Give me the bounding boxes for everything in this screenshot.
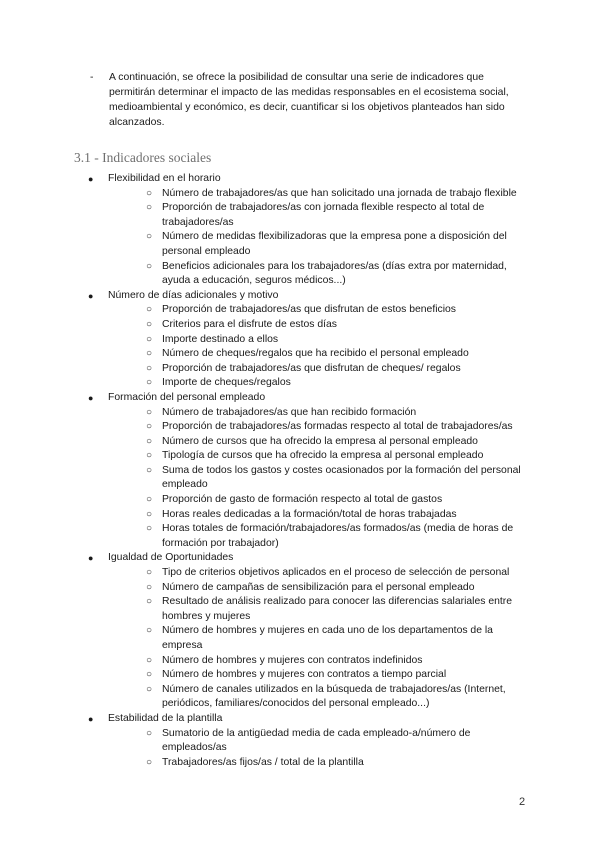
intro-text: A continuación, se ofrece la posibilidad de consultar una serie de indicadores que permitirán determinar el impacto de las medidas responsables en el ecosistema social, medioambiental y económico, es decir, cuantificar si los objetivos planteados han sido alcanzados. [109,72,509,128]
circle-bullet-icon: ○ [146,508,153,520]
list-item: ○ Tipología de cursos que ha ofrecido la empresa al personal empleado [146,449,528,464]
indicator-section [88,712,528,770]
list-item: ○ Número de hombres y mujeres con contratos indefinidos [146,654,528,669]
circle-bullet-icon: ○ [146,567,153,579]
dash-bullet: - [90,72,94,83]
circle-bullet-icon: ○ [146,669,153,681]
list-item: ○ Proporción de trabajadores/as que disfrutan de estos beneficios [146,303,528,318]
circle-bullet-icon: ○ [146,202,153,214]
circle-bullet-icon: ○ [146,406,153,418]
circle-bullet-icon: ○ [146,231,153,243]
circle-bullet-icon: ○ [146,727,153,739]
section-title: Igualdad de Oportunidades [108,552,234,564]
list-item: ○ Proporción de trabajadores/as con jornada flexible respecto al total de trabajadores/as [146,201,528,230]
indicator-section [88,551,528,712]
list-item: ○ Trabajadores/as fijos/as / total de la plantilla [146,756,528,771]
section-heading: 3.1 - Indicadores sociales [74,150,212,165]
section-title: Flexibilidad en el horario [108,173,221,184]
circle-bullet-icon: ○ [146,377,153,389]
circle-bullet-icon: ○ [146,523,153,535]
circle-bullet-icon: ○ [146,318,153,330]
filled-bullet-icon: ● [88,392,94,403]
circle-bullet-icon: ○ [146,362,153,374]
filled-bullet-icon: ● [88,553,94,564]
circle-bullet-icon: ○ [146,625,153,637]
circle-bullet-icon: ○ [146,260,153,272]
circle-bullet-icon: ○ [146,435,153,447]
list-item: ○ Número de hombres y mujeres con contratos a tiempo parcial [146,668,528,683]
section-title: Número de días adicionales y motivo [108,289,279,301]
list-item: ○ Horas totales de formación/trabajadores/as formados/as (media de horas de formación por trabajador) [146,522,528,551]
filled-bullet-icon: ● [88,713,94,724]
section-title: Estabilidad de la plantilla [108,712,223,724]
circle-bullet-icon: ○ [146,450,153,462]
circle-bullet-icon: ○ [146,187,153,199]
circle-bullet-icon: ○ [146,596,153,608]
list-item: ○ Número de cursos que ha ofrecido la empresa al personal empleado [146,435,528,450]
list-item: ○ Importe destinado a ellos [146,333,528,348]
list-item: ○ Beneficios adicionales para los trabajadores/as (días extra por maternidad, ayuda a educación, seguros médicos...) [146,260,528,289]
circle-bullet-icon: ○ [146,348,153,360]
circle-bullet-icon: ○ [146,464,153,476]
list-item: ○ Sumatorio de la antigüedad media de cada empleado-a/número de empleados/as [146,727,528,756]
filled-bullet-icon: ● [88,290,94,301]
list-item: ○ Número de cheques/regalos que ha recibido el personal empleado [146,347,528,362]
list-item: ○ Tipo de criterios objetivos aplicados en el proceso de selección de personal [146,566,528,581]
circle-bullet-icon: ○ [146,683,153,695]
indicator-section [88,172,528,289]
list-item: ○ Proporción de trabajadores/as que disfrutan de cheques/ regalos [146,362,528,377]
circle-bullet-icon: ○ [146,581,153,593]
indicator-section [88,289,528,391]
list-item: ○ Número de trabajadores/as que han recibido formación [146,406,528,421]
list-item: ○ Importe de cheques/regalos [146,376,528,391]
section-title: Formación del personal empleado [108,391,266,403]
list-item: ○ Suma de todos los gastos y costes ocasionados por la formación del personal empleado [146,464,528,493]
circle-bullet-icon: ○ [146,494,153,506]
indicator-section [88,391,528,552]
page-number: 2 [519,796,526,808]
list-item: ○ Número de canales utilizados en la búsqueda de trabajadores/as (Internet, periódicos, familiares/conocidos del personal empleado...) [146,683,528,712]
intro-paragraph [90,70,530,130]
circle-bullet-icon: ○ [146,333,153,345]
list-item: ○ Proporción de gasto de formación respecto al total de gastos [146,493,528,508]
list-item: ○ Criterios para el disfrute de estos días [146,318,528,333]
circle-bullet-icon: ○ [146,654,153,666]
list-item: ○ Número de medidas flexibilizadoras que la empresa pone a disposición del personal empleado [146,230,528,259]
indicator-list [88,172,528,770]
list-item: ○ Número de campañas de sensibilización para el personal empleado [146,581,528,596]
circle-bullet-icon: ○ [146,756,153,768]
list-item: ○ Proporción de trabajadores/as formadas respecto al total de trabajadores/as [146,420,528,435]
list-item: ○ Horas reales dedicadas a la formación/total de horas trabajadas [146,508,528,523]
list-item: ○ Número de trabajadores/as que han solicitado una jornada de trabajo flexible [146,187,528,202]
list-item: ○ Resultado de análisis realizado para conocer las diferencias salariales entre hombres y mujeres [146,595,528,624]
list-item: ○ Número de hombres y mujeres en cada uno de los departamentos de la empresa [146,624,528,653]
circle-bullet-icon: ○ [146,304,153,316]
circle-bullet-icon: ○ [146,421,153,433]
filled-bullet-icon: ● [88,174,94,184]
